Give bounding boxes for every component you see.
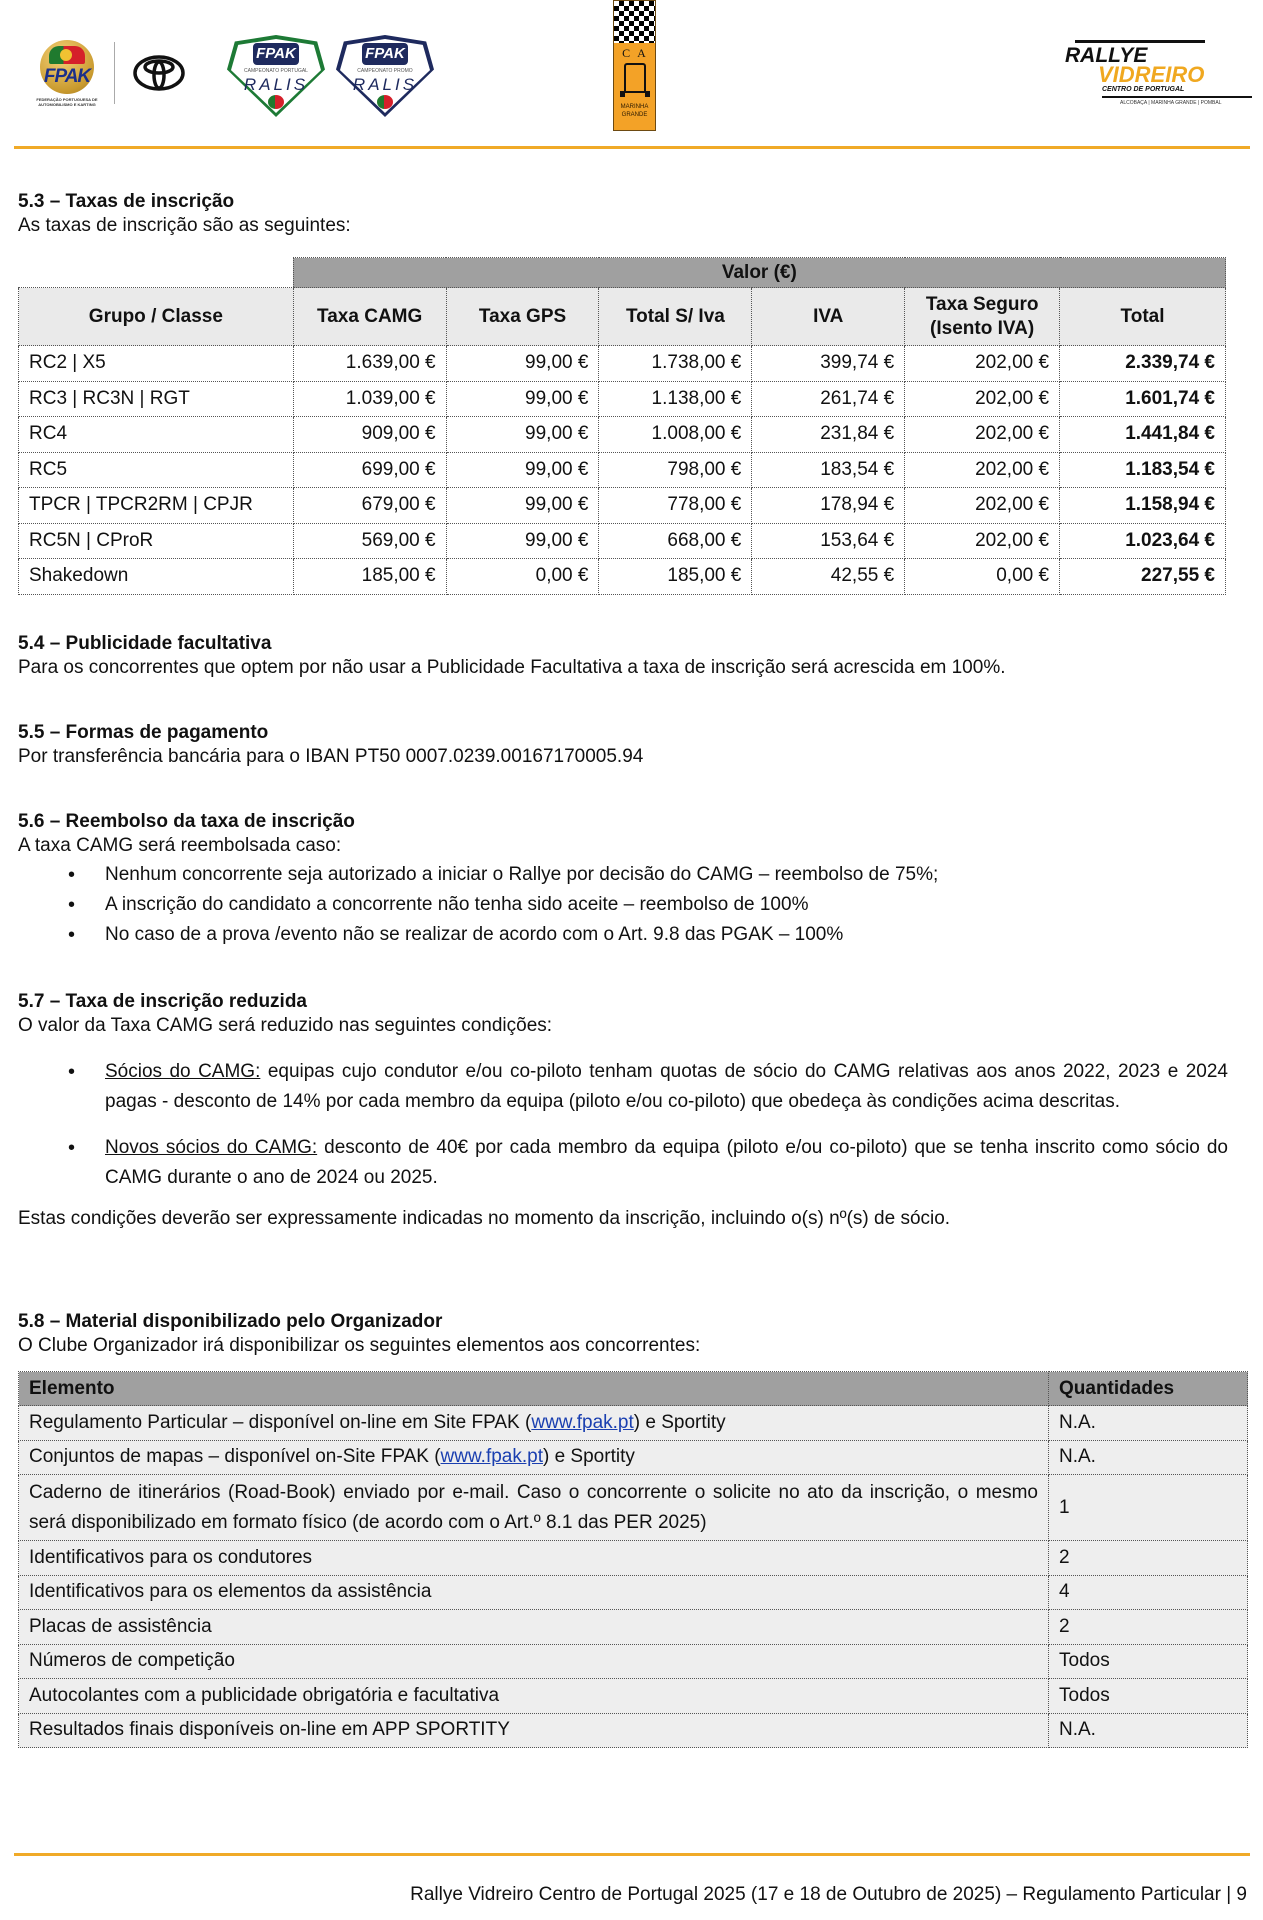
row-value-cell: 183,54 €	[752, 452, 905, 488]
section-intro: O Clube Organizador irá disponibilizar os seguintes elementos aos concorrentes:	[18, 1335, 701, 1356]
row-value-cell: 202,00 €	[905, 488, 1060, 524]
fpak-medal-icon	[40, 40, 94, 94]
row-value-cell: 202,00 €	[905, 452, 1060, 488]
checkered-flag-icon	[614, 1, 655, 43]
section-title: 5.7 – Taxa de inscrição reduzida	[18, 991, 307, 1012]
element-text: ) e Sportity	[542, 1446, 635, 1468]
row-value-cell: 909,00 €	[293, 417, 446, 453]
row-value-cell: 99,00 €	[446, 488, 599, 524]
col-total: Total	[1060, 288, 1226, 346]
element-text: Autocolantes com a publicidade obrigatória e facultativa	[29, 1684, 500, 1706]
row-class-cell: RC5	[19, 452, 294, 488]
table-row	[19, 1575, 1248, 1610]
section-intro: A taxa CAMG será reembolsada caso:	[18, 835, 342, 856]
table-row	[19, 417, 1226, 453]
list-item-label: Sócios do CAMG:	[105, 1061, 261, 1082]
list-item	[18, 1133, 1228, 1193]
col-taxa-gps: Taxa GPS	[446, 288, 599, 346]
element-cell	[19, 1575, 1049, 1610]
section-title: 5.6 – Reembolso da taxa de inscrição	[18, 811, 355, 832]
element-cell	[19, 1713, 1049, 1748]
row-value-cell: 1.039,00 €	[293, 381, 446, 417]
element-cell	[19, 1440, 1049, 1475]
fpak-logo	[36, 40, 98, 108]
camg-location-line2: GRANDE	[621, 112, 648, 118]
element-cell	[19, 1541, 1049, 1576]
rallye-vidreiro-logo	[1060, 40, 1260, 112]
list-item: • No caso de a prova /evento não se realizar de acordo com o Art. 9.8 das PGAK – 100%	[18, 920, 938, 950]
portugal-flag-icon	[49, 46, 85, 64]
row-total-cell: 1.601,74 €	[1060, 381, 1226, 417]
list-item: • Nenhum concorrente seja autorizado a iniciar o Rallye por decisão do CAMG – reembolso de 75%;	[18, 860, 938, 890]
row-class-cell: RC4	[19, 417, 294, 453]
row-class-cell: RC5N | CProR	[19, 523, 294, 559]
quantity-cell: 1	[1049, 1475, 1248, 1541]
table-row	[19, 1406, 1248, 1441]
row-value-cell: 99,00 €	[446, 523, 599, 559]
col-elemento: Elemento	[19, 1372, 1049, 1406]
vintage-car-icon	[624, 63, 646, 93]
table-row	[19, 488, 1226, 524]
row-value-cell: 99,00 €	[446, 417, 599, 453]
col-iva: IVA	[752, 288, 905, 346]
section-text: Para os concorrentes que optem por não usar a Publicidade Facultativa a taxa de inscrição será acrescida em 100%.	[18, 657, 1006, 678]
list-item-text: equipas cujo condutor e/ou co-piloto tenham quotas de sócio do CAMG relativas aos anos 2022, 2023 e 2024 pagas - desconto de 14% por cada membro da equipa (piloto e/ou co-piloto) que obedeça às condições acima descritas.	[105, 1061, 1228, 1112]
quantity-cell: N.A.	[1049, 1713, 1248, 1748]
element-text: Placas de assistência	[29, 1615, 212, 1637]
camg-logo	[613, 0, 656, 131]
section-text: Por transferência bancária para o IBAN PT50 0007.0239.00167170005.94	[18, 746, 644, 767]
list-item-label: Novos sócios do CAMG:	[105, 1137, 318, 1158]
fpak-link[interactable]: www.fpak.pt	[531, 1411, 634, 1433]
logo-divider	[114, 42, 115, 104]
table-row	[19, 1610, 1248, 1645]
shield-fpak-text: FPAK	[253, 43, 299, 65]
col-grupo-classe: Grupo / Classe	[19, 288, 294, 346]
row-value-cell: 0,00 €	[905, 559, 1060, 595]
section-title: 5.3 – Taxas de inscrição	[18, 191, 235, 212]
header-rule	[14, 146, 1250, 149]
row-class-cell: Shakedown	[19, 559, 294, 595]
row-value-cell: 178,94 €	[752, 488, 905, 524]
section-title: 5.5 – Formas de pagamento	[18, 722, 269, 743]
table-row	[19, 381, 1226, 417]
table-row	[19, 1475, 1248, 1541]
element-text: Conjuntos de mapas – disponível on-Site FPAK (	[29, 1446, 441, 1468]
element-text: Caderno de itinerários (Road-Book) enviado por e-mail. Caso o concorrente o solicite no ato da inscrição, o mesmo será disponibilizado em formato físico (de acordo com o Art.º 8.1 das PER 2025)	[29, 1481, 1038, 1533]
row-value-cell: 1.008,00 €	[599, 417, 752, 453]
quantity-cell: 2	[1049, 1541, 1248, 1576]
toyota-emblem-icon	[133, 55, 185, 91]
col-taxa-seguro-line1: Taxa Seguro	[925, 293, 1039, 315]
vidreiro-logo-word: VIDREIRO	[1098, 62, 1205, 87]
row-value-cell: 1.138,00 €	[599, 381, 752, 417]
camg-initials: CA	[622, 46, 653, 60]
shield-subtitle: CAMPEONATO PORTUGAL	[244, 68, 308, 74]
table-row	[19, 1644, 1248, 1679]
materials-table	[18, 1371, 1248, 1748]
centro-de-portugal-text: CENTRO DE PORTUGAL	[1102, 86, 1185, 93]
table-row	[19, 1679, 1248, 1714]
toyota-logo	[133, 55, 185, 91]
portugal-crest-icon	[377, 95, 393, 109]
row-value-cell: 202,00 €	[905, 417, 1060, 453]
list-item-text: desconto de 40€ por cada membro da equipa (piloto e/ou co-piloto) que se tenha inscrito como sócio do CAMG durante o ano de 2024 ou 2025.	[105, 1137, 1228, 1188]
section-5-7	[18, 990, 1228, 1231]
refund-list	[18, 860, 938, 950]
section-title: 5.4 – Publicidade facultativa	[18, 633, 272, 654]
portugal-crest-icon	[268, 95, 284, 109]
section-5-5	[18, 721, 643, 769]
shield-subtitle: CAMPEONATO PROMO	[357, 68, 413, 74]
row-total-cell: 1.158,94 €	[1060, 488, 1226, 524]
element-text: Regulamento Particular – disponível on-line em Site FPAK (	[29, 1411, 532, 1433]
row-total-cell: 1.441,84 €	[1060, 417, 1226, 453]
quantity-cell: Todos	[1049, 1644, 1248, 1679]
campeonato-promo-ralis-logo	[336, 35, 434, 117]
quantity-cell: N.A.	[1049, 1440, 1248, 1475]
fees-table	[18, 257, 1226, 595]
shield-ralis-text: RALIS	[243, 75, 309, 94]
element-cell	[19, 1679, 1049, 1714]
row-class-cell: RC3 | RC3N | RGT	[19, 381, 294, 417]
element-cell	[19, 1644, 1049, 1679]
quantity-cell: Todos	[1049, 1679, 1248, 1714]
quantity-cell: N.A.	[1049, 1406, 1248, 1441]
element-text: ) e Sportity	[633, 1411, 726, 1433]
row-value-cell: 0,00 €	[446, 559, 599, 595]
row-class-cell: TPCR | TPCR2RM | CPJR	[19, 488, 294, 524]
discount-list	[18, 1057, 1228, 1193]
page-header	[0, 0, 1263, 150]
row-value-cell: 99,00 €	[446, 452, 599, 488]
list-item: • A inscrição do candidato a concorrente não tenha sido aceite – reembolso de 100%	[18, 890, 938, 920]
element-text: Resultados finais disponíveis on-line em APP SPORTITY	[29, 1719, 510, 1741]
camg-location	[614, 103, 655, 119]
row-value-cell: 778,00 €	[599, 488, 752, 524]
row-value-cell: 202,00 €	[905, 381, 1060, 417]
row-total-cell: 2.339,74 €	[1060, 346, 1226, 382]
row-value-cell: 99,00 €	[446, 346, 599, 382]
section-5-4	[18, 632, 1006, 680]
row-value-cell: 1.738,00 €	[599, 346, 752, 382]
section-5-3	[18, 190, 1248, 587]
table-row	[19, 1541, 1248, 1576]
table-row	[19, 1713, 1248, 1748]
row-value-cell: 798,00 €	[599, 452, 752, 488]
row-total-cell: 1.183,54 €	[1060, 452, 1226, 488]
table-row	[19, 452, 1226, 488]
valor-group-header: Valor (€)	[293, 258, 1225, 288]
element-cell	[19, 1406, 1049, 1441]
row-value-cell: 202,00 €	[905, 523, 1060, 559]
col-taxa-seguro-line2: (Isento IVA)	[930, 317, 1035, 339]
row-value-cell: 699,00 €	[293, 452, 446, 488]
row-value-cell: 202,00 €	[905, 346, 1060, 382]
row-total-cell: 227,55 €	[1060, 559, 1226, 595]
row-value-cell: 231,84 €	[752, 417, 905, 453]
col-taxa-seguro	[905, 288, 1060, 346]
section-note: Estas condições deverão ser expressamente indicadas no momento da inscrição, incluindo o(s) nº(s) de sócio.	[18, 1208, 951, 1229]
quantity-cell: 4	[1049, 1575, 1248, 1610]
element-cell	[19, 1475, 1049, 1541]
row-value-cell: 261,74 €	[752, 381, 905, 417]
row-value-cell: 569,00 €	[293, 523, 446, 559]
row-total-cell: 1.023,64 €	[1060, 523, 1226, 559]
table-row	[19, 523, 1226, 559]
section-5-8	[18, 1310, 700, 1358]
section-5-6	[18, 810, 938, 950]
quantity-cell: 2	[1049, 1610, 1248, 1645]
section-intro: O valor da Taxa CAMG será reduzido nas seguintes condições:	[18, 1015, 553, 1036]
element-text: Identificativos para os elementos da assistência	[29, 1581, 432, 1603]
col-taxa-camg: Taxa CAMG	[293, 288, 446, 346]
section-intro: As taxas de inscrição são as seguintes:	[18, 215, 351, 236]
table-row	[19, 559, 1226, 595]
shield-ralis-text: RALIS	[352, 75, 418, 94]
row-value-cell: 1.639,00 €	[293, 346, 446, 382]
section-title: 5.8 – Material disponibilizado pelo Organizador	[18, 1311, 443, 1332]
row-value-cell: 153,64 €	[752, 523, 905, 559]
row-class-cell: RC2 | X5	[19, 346, 294, 382]
element-cell	[19, 1610, 1049, 1645]
footer-rule	[14, 1853, 1250, 1856]
page-footer: Rallye Vidreiro Centro de Portugal 2025 (17 e 18 de Outubro de 2025) – Regulamento Particular | 9	[410, 1884, 1247, 1905]
page-content	[18, 190, 1248, 1741]
fpak-logo-text: FPAK	[43, 66, 91, 87]
row-value-cell: 668,00 €	[599, 523, 752, 559]
list-item	[18, 1057, 1228, 1117]
table-row	[19, 1440, 1248, 1475]
col-total-sem-iva: Total S/ Iva	[599, 288, 752, 346]
row-value-cell: 185,00 €	[599, 559, 752, 595]
rallye-logo-word: RALLYE	[1065, 44, 1148, 67]
element-text: Identificativos para os condutores	[29, 1546, 313, 1568]
campeonato-portugal-ralis-logo	[227, 35, 325, 117]
locations-text: ALCOBAÇA | MARINHA GRANDE | POMBAL	[1120, 100, 1222, 106]
shield-fpak-text: FPAK	[362, 43, 408, 65]
fpak-logo-subtitle: FEDERAÇÃO PORTUGUESA DE AUTOMOBILISMO E KARTING	[36, 97, 98, 107]
table-row	[19, 346, 1226, 382]
row-value-cell: 99,00 €	[446, 381, 599, 417]
fpak-link[interactable]: www.fpak.pt	[440, 1446, 543, 1468]
row-value-cell: 42,55 €	[752, 559, 905, 595]
row-value-cell: 399,74 €	[752, 346, 905, 382]
camg-location-line1: MARINHA	[620, 104, 649, 110]
row-value-cell: 185,00 €	[293, 559, 446, 595]
col-quantidades: Quantidades	[1049, 1372, 1248, 1406]
row-value-cell: 679,00 €	[293, 488, 446, 524]
element-text: Números de competição	[29, 1650, 235, 1672]
